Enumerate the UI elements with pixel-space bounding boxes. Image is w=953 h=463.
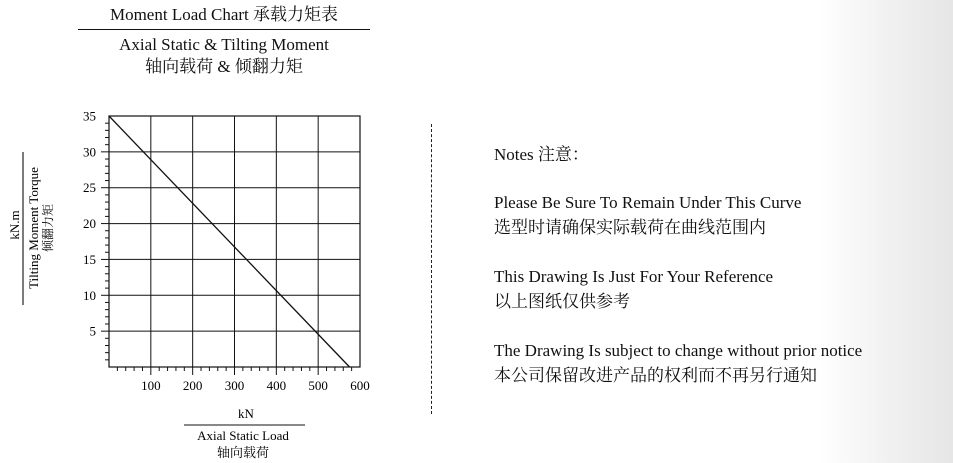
chart-grid: [109, 116, 360, 367]
x-tick-label: 500: [308, 378, 328, 393]
x-tick-label: 400: [266, 378, 287, 393]
chart-subtitle-cn: 轴向载荷 & 倾翻力矩: [145, 57, 303, 76]
y-tick-label: 25: [83, 180, 96, 196]
y-tick-label: 10: [83, 287, 96, 303]
note-1-cn: 选型时请确保实际载荷在曲线范围内: [494, 218, 766, 237]
chart-title: Moment Load Chart 承载力矩表: [109, 5, 339, 24]
x-tick-label: 200: [182, 378, 203, 393]
notes-separator: [431, 124, 432, 414]
x-tick-label: 100: [141, 378, 161, 393]
y-tick-label: 5: [89, 323, 96, 339]
note-3-en: The Drawing Is subject to change without prior notice: [494, 341, 863, 360]
x-axis-unit: kN: [238, 406, 254, 421]
x-tick-label: 300: [224, 378, 245, 393]
y-axis-label-cn: 倾翻力矩: [41, 203, 55, 253]
chart-minor-ticks: [101, 123, 352, 375]
chart-subtitle-en: Axial Static & Tilting Moment: [119, 35, 329, 54]
x-axis-label-cn: 轴向载荷: [216, 445, 270, 460]
note-3-cn: 本公司保留改进产品的权利而不再另行通知: [494, 366, 817, 385]
y-tick-label: 35: [83, 108, 96, 124]
y-axis-label-en: Tilting Moment Torque: [26, 167, 41, 289]
load-curve: [109, 116, 350, 367]
y-tick-label: 30: [83, 144, 96, 160]
notes-panel: [494, 143, 862, 389]
y-tick-label: 20: [83, 216, 96, 232]
chart-tick-labels: [83, 109, 370, 394]
y-tick-label: 15: [83, 251, 96, 267]
x-tick-label: 600: [350, 378, 370, 393]
note-2-en: This Drawing Is Just For Your Reference: [494, 267, 774, 286]
note-2-cn: 以上图纸仅供参考: [494, 292, 630, 311]
note-1-en: Please Be Sure To Remain Under This Curve: [494, 193, 802, 212]
y-axis-unit: kN.m: [7, 210, 22, 240]
notes-heading: Notes 注意：: [494, 145, 589, 164]
x-axis-label-en: Axial Static Load: [197, 428, 289, 443]
